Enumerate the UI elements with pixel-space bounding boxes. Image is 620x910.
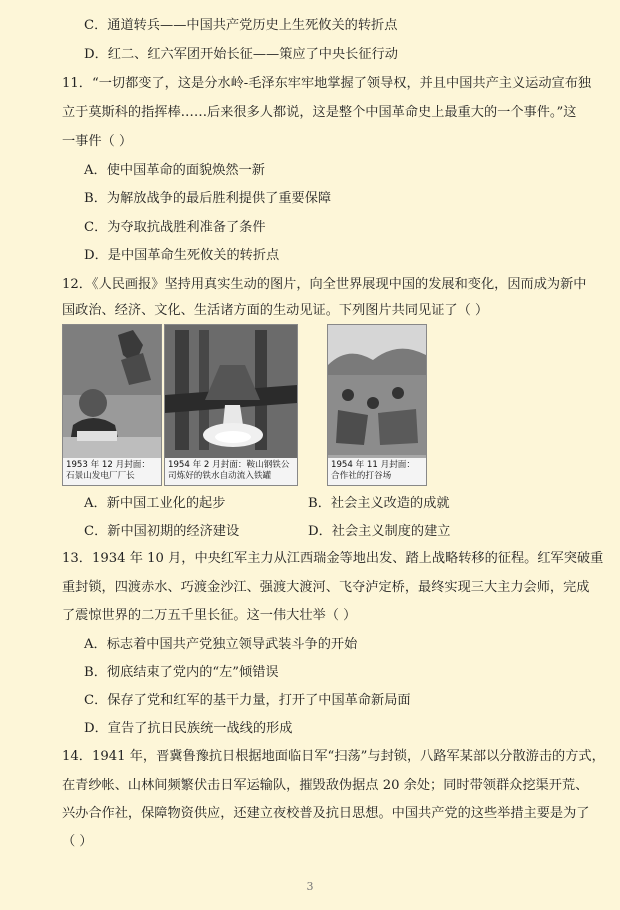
q12-stem-line-1: 12．《人民画报》坚持用真实生动的图片，向全世界展现中国的发展和变化，因而成为新中: [62, 277, 587, 292]
prev-option-c: C．通道转兵——中国共产党历史上生死攸关的转折点: [84, 18, 398, 33]
q12-option-a: A．新中国工业化的起步: [84, 496, 226, 511]
photo-threshing-ground: [327, 324, 427, 486]
q14-stem-line-4: （ ）: [62, 834, 93, 849]
photo-power-plant-caption: 1953 年 12 月封面： 石景山发电厂厂长: [66, 460, 150, 481]
photo-power-plant-caption-strip: [63, 458, 161, 485]
photo-threshing-ground-caption: 1954 年 11 月封面： 合作社的打谷场: [331, 460, 415, 481]
q13-option-c: C．保存了党和红军的基干力量，打开了中国革命新局面: [84, 693, 411, 708]
q11-stem-line-1: 11．“一切都变了，这是分水岭-毛泽东牢牢地掌握了领导权，并且中国共产主义运动宣布独: [62, 76, 592, 91]
photo-threshing-ground-caption-strip: [328, 458, 426, 485]
q11-option-d: D．是中国革命生死攸关的转折点: [84, 248, 280, 263]
prev-option-d: D．红二、红六军团开始长征——策应了中央长征行动: [84, 47, 398, 62]
q13-option-d: D．宣告了抗日民族统一战线的形成: [84, 721, 293, 736]
q12-option-d: D．社会主义制度的建立: [308, 524, 451, 539]
q11-option-a: A．使中国革命的面貌焕然一新: [84, 163, 265, 178]
page-number: 3: [306, 880, 314, 893]
photo-power-plant: [62, 324, 162, 486]
photo-steel-works: [164, 324, 298, 486]
q14-stem-line-1: 14．1941 年，晋冀鲁豫抗日根据地面临日军“扫荡”与封锁，八路军某部以分散游击的方式，: [62, 749, 605, 764]
q13-option-b: B．彻底结束了党内的“左”倾错误: [84, 665, 279, 680]
q13-stem-line-3: 了震惊世界的二万五千里长征。这一伟大壮举（ ）: [62, 608, 357, 623]
q11-stem-line-2: 立于莫斯科的指挥棒……后来很多人都说，这是整个中国革命史上最重大的一个事件。”这: [62, 105, 577, 120]
q11-option-c: C．为夺取抗战胜利准备了条件: [84, 220, 266, 235]
photo-steel-works-caption-strip: [165, 458, 297, 485]
q13-stem-line-2: 重封锁，四渡赤水、巧渡金沙江、强渡大渡河、飞夺泸定桥，最终实现三大主力会师，完成: [62, 580, 590, 595]
q11-stem-line-3: 一事件（ ）: [62, 134, 133, 149]
q14-stem-line-2: 在青纱帐、山林间频繁伏击日军运输队，摧毁敌伪据点 20 余处；同时带领群众挖渠开荒、: [62, 778, 589, 793]
q12-stem-line-2: 国政治、经济、文化、生活诸方面的生动见证。下列图片共同见证了（ ）: [62, 303, 489, 318]
photo-steel-works-caption: 1954 年 2 月封面：鞍山钢铁公 司炼好的铁水自动流入铁罐: [168, 460, 290, 481]
q14-stem-line-3: 兴办合作社，保障物资供应，还建立夜校普及抗日思想。中国共产党的这些举措主要是为了: [62, 806, 590, 821]
q11-option-b: B．为解放战争的最后胜利提供了重要保障: [84, 191, 332, 206]
q13-stem-line-1: 13．1934 年 10 月，中央红军主力从江西瑞金等地出发、踏上战略转移的征程。红军突破重: [62, 551, 604, 566]
q12-option-c: C．新中国初期的经济建设: [84, 524, 240, 539]
q12-option-b: B．社会主义改造的成就: [308, 496, 450, 511]
q13-option-a: A．标志着中国共产党独立领导武装斗争的开始: [84, 637, 358, 652]
